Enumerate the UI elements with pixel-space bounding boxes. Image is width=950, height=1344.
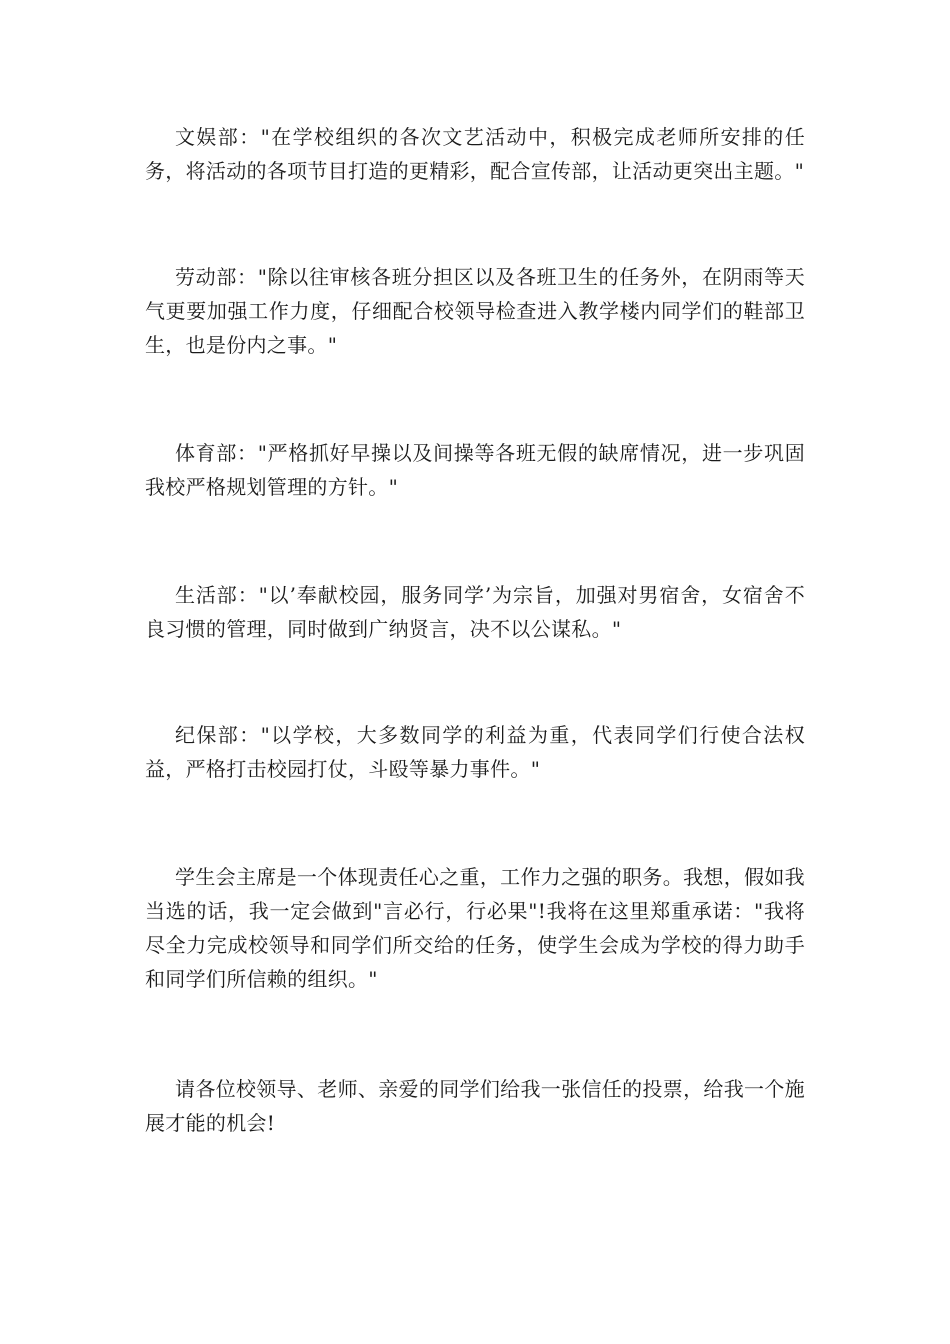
paragraph-president-statement: 学生会主席是一个体现责任心之重，工作力之强的职务。我想，假如我当选的话，我一定会做到"言必行，行必果"!我将在这里郑重承诺："我将尽全力完成校领导和同学们所交给的任务，使学生会成为学校的得力助手和同学们所信赖的组织。" <box>145 865 805 991</box>
paragraph-sports-department: 体育部："严格抓好早操以及间操等各班无假的缺席情况，进一步巩固我校严格规划管理的方针。" <box>145 441 805 499</box>
paragraph-wenyu-department: 文娱部："在学校组织的各次文艺活动中，积极完成老师所安排的任务，将活动的各项节目打造的更精彩，配合宣传部，让活动更突出主题。" <box>145 125 805 183</box>
paragraph-discipline-department: 纪保部："以学校，大多数同学的利益为重，代表同学们行使合法权益，严格打击校园打仗，斗殴等暴力事件。" <box>145 723 805 781</box>
paragraph-labor-department: 劳动部："除以往审核各班分担区以及各班卫生的任务外，在阴雨等天气更要加强工作力度，仔细配合校领导检查进入教学楼内同学们的鞋部卫生，也是份内之事。" <box>145 265 805 357</box>
paragraph-life-department: 生活部："以’奉献校园，服务同学’为宗旨，加强对男宿舍，女宿舍不良习惯的管理，同时做到广纳贤言，决不以公谋私。" <box>145 583 805 641</box>
paragraph-closing-appeal: 请各位校领导、老师、亲爱的同学们给我一张信任的投票，给我一个施展才能的机会! <box>145 1077 805 1135</box>
